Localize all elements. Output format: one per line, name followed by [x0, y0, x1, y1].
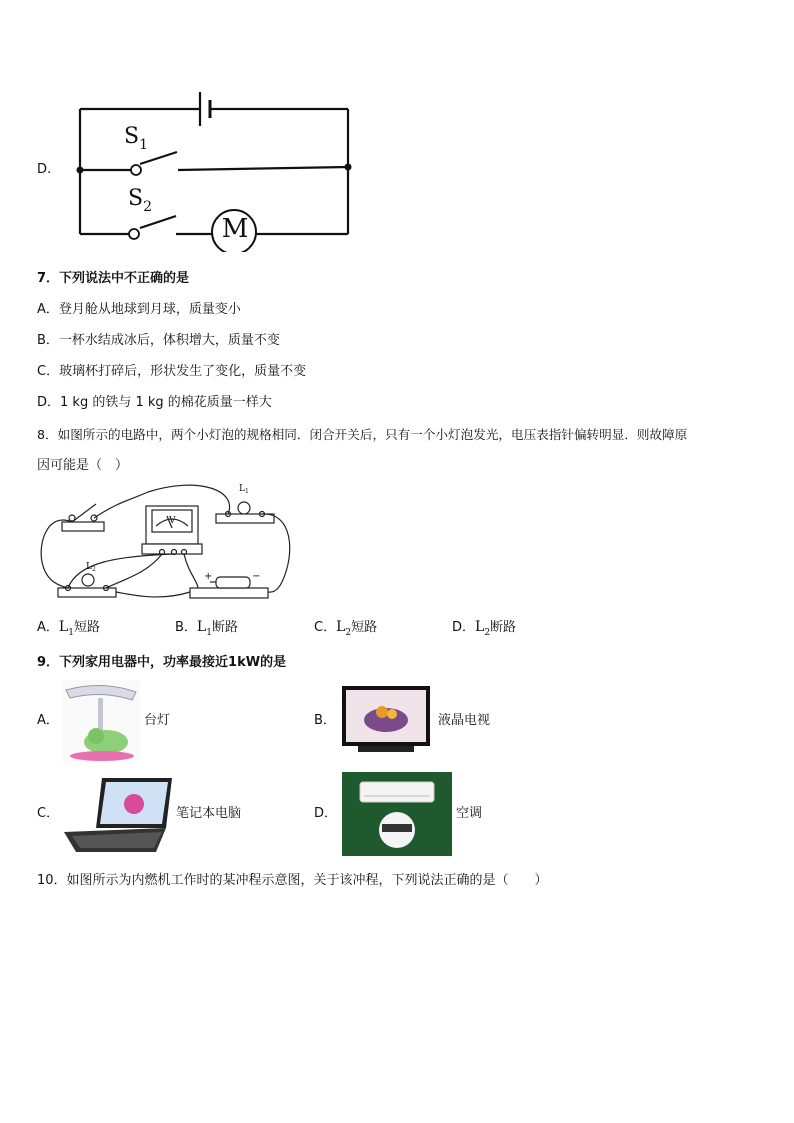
q7-option-d: D．1 kg 的铁与 1 kg 的棉花质量一样大	[37, 395, 272, 410]
q8-plus-sign: +	[204, 571, 213, 582]
q6-option-d-label: D.	[37, 162, 52, 177]
q8-l1-label: $L_1$	[239, 484, 249, 495]
q6-circuit-diagram	[60, 82, 370, 252]
q8-option-b: B．$L_1$断路	[175, 619, 238, 638]
laptop-image	[62, 774, 174, 854]
q8-option-a: A．$L_1$短路	[37, 619, 100, 638]
q9-option-d-text: 空调	[456, 806, 483, 821]
q9-option-b-text: 液晶电视	[438, 713, 491, 728]
q7-option-b: B．一杯水结成冰后，体积增大，质量不变	[37, 333, 280, 348]
q9-option-d-prefix: D．	[314, 806, 338, 821]
air-conditioner-image	[342, 772, 452, 856]
q9-option-c-text: 笔记本电脑	[176, 806, 242, 821]
q8-circuit-figure	[38, 482, 298, 607]
lcd-tv-image	[338, 682, 434, 756]
q9-option-b-prefix: B．	[314, 713, 336, 728]
q8-option-c: C．$L_2$短路	[314, 619, 378, 638]
q7-option-c: C．玻璃杯打碎后，形状发生了变化，质量不变	[37, 364, 307, 379]
q8-option-d: D．$L_2$断路	[452, 619, 517, 638]
s2-pivot	[129, 229, 139, 239]
q10-stem: 10．如图所示为内燃机工作时的某冲程示意图，关于该冲程，下列说法正确的是（ ）	[37, 873, 548, 888]
q8-stem-line2: 因可能是（ ）	[37, 458, 129, 473]
q7-stem: 7．下列说法中不正确的是	[37, 271, 190, 286]
q9-option-c-prefix: C．	[37, 806, 60, 821]
motor-label: M	[221, 214, 249, 244]
s1-pivot	[131, 165, 141, 175]
q8-l2-label: $L_2$	[86, 562, 96, 573]
q9-stem: 9．下列家用电器中，功率最接近1kW的是	[37, 655, 287, 670]
q8-minus-sign: −	[252, 571, 261, 582]
q8-stem-line1: 8．如图所示的电路中，两个小灯泡的规格相同．闭合开关后，只有一个小灯泡发光，电压表指针偏转明显．则故障原	[37, 427, 688, 442]
junction-left	[77, 167, 84, 174]
q9-option-a-prefix: A．	[37, 713, 59, 728]
q8-voltmeter-label: V	[169, 516, 176, 526]
s2-label: $S_2$	[128, 186, 152, 215]
junction-right	[345, 164, 352, 171]
q7-option-a: A．登月舱从地球到月球，质量变小	[37, 302, 241, 317]
desk-lamp-image	[62, 680, 140, 762]
q9-option-a-text: 台灯	[144, 713, 171, 728]
s1-label: $S_1$	[124, 124, 148, 153]
